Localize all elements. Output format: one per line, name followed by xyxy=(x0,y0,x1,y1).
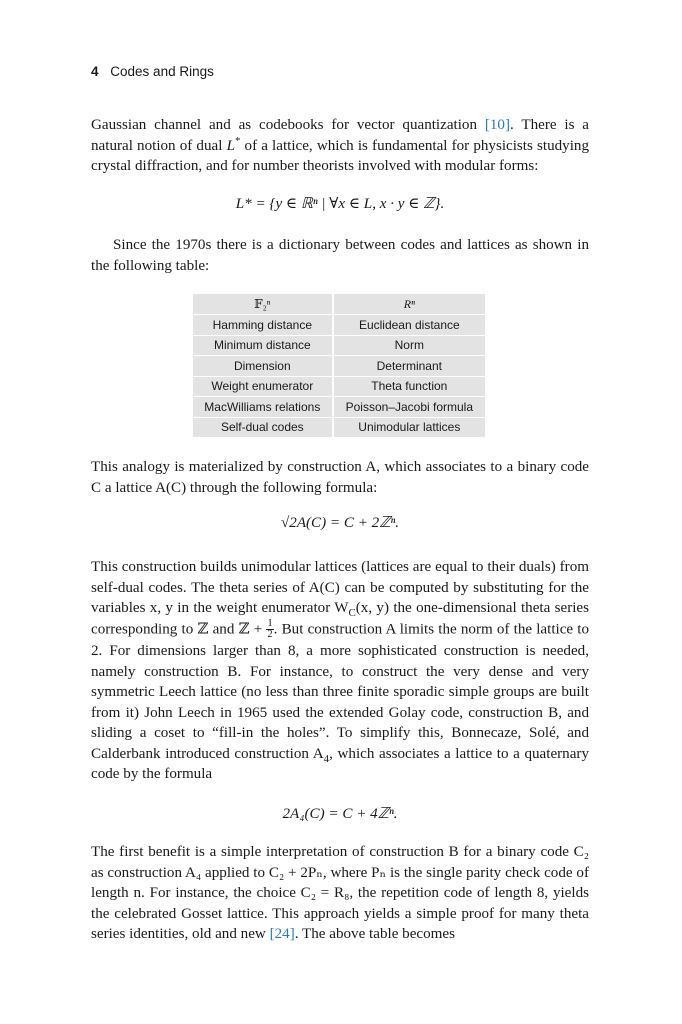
equation-construction-a: √2A(C) = C + 2ℤⁿ. xyxy=(280,515,400,531)
paragraph-construction-a: This analogy is materialized by construction A, which associates to a binary code C a lattice A(C) through the following formula: xyxy=(91,459,589,496)
paragraph-text: (x, y) the one-dimensional theta series corresponding to ℤ and ℤ + xyxy=(91,600,589,638)
codes-lattices-table xyxy=(191,294,487,438)
table-cell: Hamming distance xyxy=(193,315,332,336)
table-row xyxy=(193,356,485,377)
equation-construction-a4: 2A₄(C) = C + 4ℤⁿ. xyxy=(282,806,398,822)
paragraph-text: . But construction A limits the norm of the lattice to 2. For dimensions larger than 8, a more sophisticated construction is needed, namely construction B. For instance, to construct the very dense and very symmetric Leech lattice (no less than three finite sporadic simple groups are built from it) John Leech in 1965 used the extended Golay code, construction B, and sliding a coset to “fill-in the holes”. To simplify this, Bonnecaze, Solé, and Calderbank introduced construction A xyxy=(91,621,589,762)
table-row xyxy=(193,397,485,418)
paragraph-gosset xyxy=(91,842,589,945)
paragraph-construction-b xyxy=(91,557,589,785)
paragraph-text: of a lattice, which is fundamental for physicists studying crystal diffraction, and for number theorists involved with modular forms: xyxy=(91,137,589,175)
paragraph-intro xyxy=(91,115,589,177)
paragraph-text: . The above table becomes xyxy=(294,926,455,943)
equation-dual-lattice: L* = {y ∈ ℝⁿ | ∀x ∈ L, x · y ∈ ℤ}. xyxy=(235,196,445,212)
table-header-lattices: Rⁿ xyxy=(334,294,485,315)
citation-link[interactable]: [10] xyxy=(484,117,511,133)
fraction-one-half xyxy=(266,619,273,641)
fraction-denominator: 2 xyxy=(267,629,273,641)
table-cell: Euclidean distance xyxy=(334,315,485,336)
table-row xyxy=(193,336,485,357)
table-header-codes: 𝔽₂ⁿ xyxy=(193,294,332,315)
page-number: 4 xyxy=(91,64,99,79)
table-row xyxy=(193,315,485,336)
citation-link[interactable]: [24] xyxy=(269,926,295,943)
paragraph-dictionary: Since the 1970s there is a dictionary between codes and lattices as shown in the following table: xyxy=(91,237,589,274)
table-header-row xyxy=(193,294,485,315)
table-row xyxy=(193,377,485,398)
paragraph-text: . There is a natural notion of dual xyxy=(91,117,590,154)
table-cell: MacWilliams relations xyxy=(193,397,332,418)
math-subscript: C xyxy=(348,607,356,620)
running-title: Codes and Rings xyxy=(110,64,214,79)
math-subscript: 4 xyxy=(323,752,330,765)
math-symbol: L xyxy=(226,137,235,154)
table-row xyxy=(193,418,485,439)
math-superscript: * xyxy=(234,134,241,147)
table-cell: Weight enumerator xyxy=(193,377,332,398)
paragraph-text: , which associates a lattice to a quaternary code by the formula xyxy=(91,745,589,783)
table-cell: Dimension xyxy=(193,356,332,377)
table-cell: Determinant xyxy=(334,356,485,377)
table-cell: Theta function xyxy=(334,377,485,398)
paragraph-text: Gaussian channel and as codebooks for vector quantization xyxy=(91,117,485,133)
table-cell: Minimum distance xyxy=(193,336,332,357)
table-cell: Poisson–Jacobi formula xyxy=(334,397,485,418)
table-cell: Self-dual codes xyxy=(193,418,332,439)
fraction-numerator: 1 xyxy=(267,617,273,629)
running-head xyxy=(91,64,214,79)
table-cell: Norm xyxy=(334,336,485,357)
table-cell: Unimodular lattices xyxy=(334,418,485,439)
paragraph-text: This construction builds unimodular lattices (lattices are equal to their duals) from self-dual codes. The theta series of A(C) can be computed by substituting for the variables x, y in the weight enumerator W xyxy=(91,559,589,617)
paragraph-text: The first benefit is a simple interpretation of construction B for a binary code C₂ as construction A₄ applied to C₂ + 2Pₙ, where Pₙ is the single parity check code of length n. For instance, the choice C₂ = R₈, the repetition code of length 8, yields the celebrated Gosset lattice. This approach yields a simple proof for many theta series identities, old and new xyxy=(91,844,589,943)
